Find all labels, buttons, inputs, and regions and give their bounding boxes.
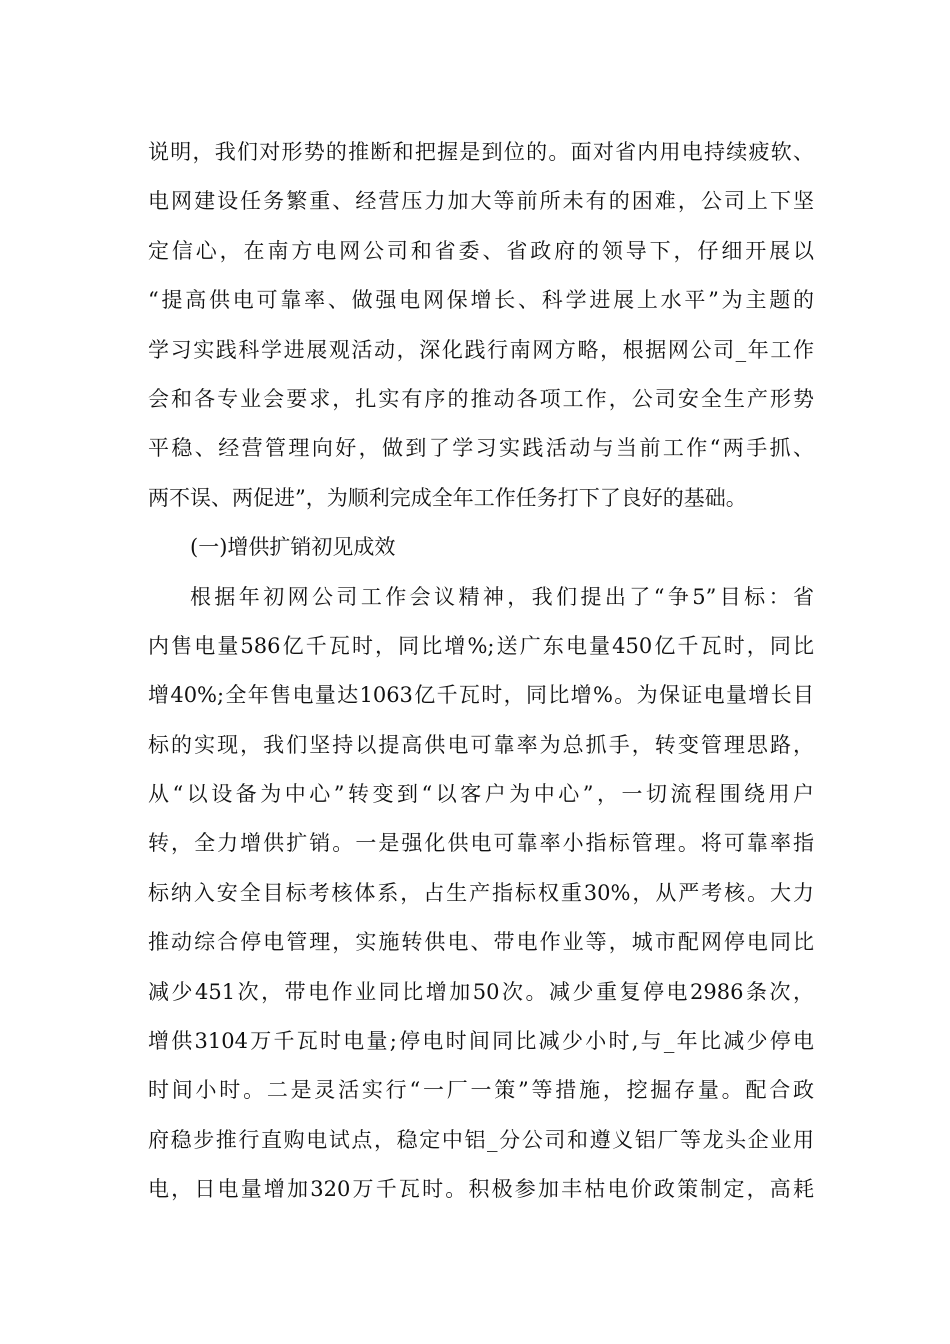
text-line: 减少451次，带电作业同比增加50次。减少重复停电2986条次，: [148, 979, 814, 1004]
text-line: 学习实践科学进展观活动，深化践行南网方略，根据网公司_年工作: [148, 337, 814, 362]
text-line: 会和各专业会要求，扎实有序的推动各项工作，公司安全生产形势: [148, 386, 814, 411]
text-line: “提高供电可靠率、做强电网保增长、科学进展上水平”为主题的: [148, 288, 814, 313]
text-line: 从“以设备为中心”转变到“以客户为中心”，一切流程围绕用户: [148, 782, 814, 807]
text-line: 内售电量586亿千瓦时，同比增%;送广东电量450亿千瓦时，同比: [148, 633, 814, 658]
text-line: 推动综合停电管理，实施转供电、带电作业等，城市配网停电同比: [148, 930, 814, 955]
text-line: 定信心，在南方电网公司和省委、省政府的领导下，仔细开展以: [148, 238, 814, 263]
text-line: 电网建设任务繁重、经营压力加大等前所未有的困难，公司上下坚: [148, 189, 814, 214]
body-text: [148, 128, 814, 1215]
text-line: 转，全力增供扩销。一是强化供电可靠率小指标管理。将可靠率指: [148, 831, 814, 856]
section-heading: (一)增供扩销初见成效: [190, 535, 396, 560]
text-line: 标纳入安全目标考核体系，占生产指标权重30%，从严考核。大力: [148, 880, 814, 905]
text-line: 两不误、两促进”，为顺利完成全年工作任务打下了良好的基础。: [148, 485, 747, 510]
text-line: 根据年初网公司工作会议精神，我们提出了“争5”目标：省: [190, 584, 814, 609]
text-line: 标的实现，我们坚持以提高供电可靠率为总抓手，转变管理思路，: [148, 732, 814, 757]
text-line: 电，日电量增加320万千瓦时。积极参加丰枯电价政策制定，高耗: [148, 1177, 814, 1202]
text-line: 说明，我们对形势的推断和把握是到位的。面对省内用电持续疲软、: [148, 140, 814, 164]
text-line: 增供3104万千瓦时电量;停电时间同比减少小时,与_年比减少停电: [148, 1029, 814, 1054]
text-line: 增40%;全年售电量达1063亿千瓦时，同比增%。为保证电量增长目: [148, 683, 814, 708]
text-line: 时间小时。二是灵活实行“一厂一策”等措施，挖掘存量。配合政: [148, 1078, 814, 1103]
text-line: 平稳、经营管理向好，做到了学习实践活动与当前工作“两手抓、: [148, 436, 814, 461]
text-line: 府稳步推行直购电试点，稳定中铝_分公司和遵义铝厂等龙头企业用: [148, 1127, 814, 1152]
